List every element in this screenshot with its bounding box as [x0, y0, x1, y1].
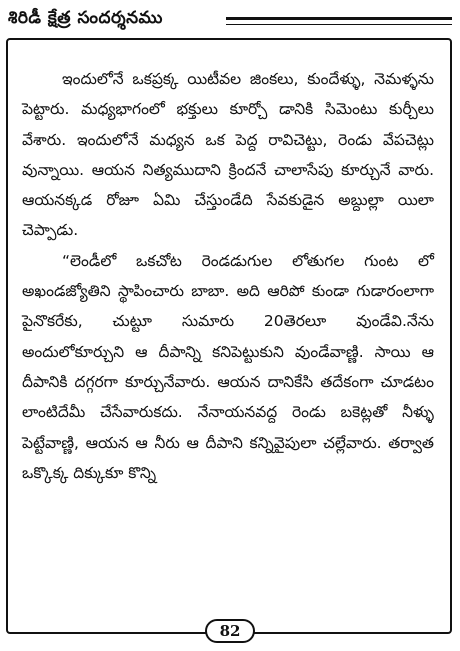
header-rule-thin — [226, 24, 452, 25]
paragraph-2: “లెండీలో ఒకచోట రెండడుగుల లోతుగల గుంట లో అఖండజ్యోతిని స్థాపించారు బాబా. అది ఆరిపో కుండా గుడారంలాగా పైనొకరేకు, చుట్టూ సుమారు 20తెరలూ వుండేవి.నేను అందులోకూర్చుని ఆ దీపాన్ని కనిపెట్టుకుని వుండేవాణ్ణి. సాయి ఆ దీపానికి దగ్గరగా కూర్చునేవారు. ఆయన దానికేసి తదేకంగా చూడటం లాంటిదేమీ చేసేవారుకదు. నేనాయనవద్ద రెండు బకెట్లతో నీళ్ళు పెట్టేవాణ్ణి, ఆయన ఆ నీరు ఆ దీపాని కన్నివైపులా చల్లేవారు. తర్వాత ఒక్కొక్క దిక్కుకూ కొన్ని — [22, 251, 434, 482]
book-title: శిరిడీ క్షేత్ర సందర్శనము — [8, 8, 163, 28]
page-body — [22, 64, 434, 488]
paragraph-1: ఇందులోనే ఒకప్రక్క యిటీవల జింకలు, కుందేళ్ళు, నెమళ్ళను పెట్టారు. మధ్యభాగంలో భక్తులు కూర్చో డానికి సిమెంటు కుర్చీలు వేశారు. ఇందులోనే మధ్యన ఒక పెద్ద రావిచెట్టు, రెండు వేపచెట్లు వున్నాయి. ఆయన నిత్యముదాని క్రిందనే చాలాసేపు కూర్చునే వారు. ఆయనక్కడ రోజూ ఏమి చేస్తుండేది సేవకుడైన అబ్దుల్లా యిలా చెప్పాడు. — [22, 70, 434, 240]
header-rule-thick — [226, 17, 452, 20]
page-number: 82 — [205, 619, 255, 643]
page-header — [8, 6, 452, 36]
